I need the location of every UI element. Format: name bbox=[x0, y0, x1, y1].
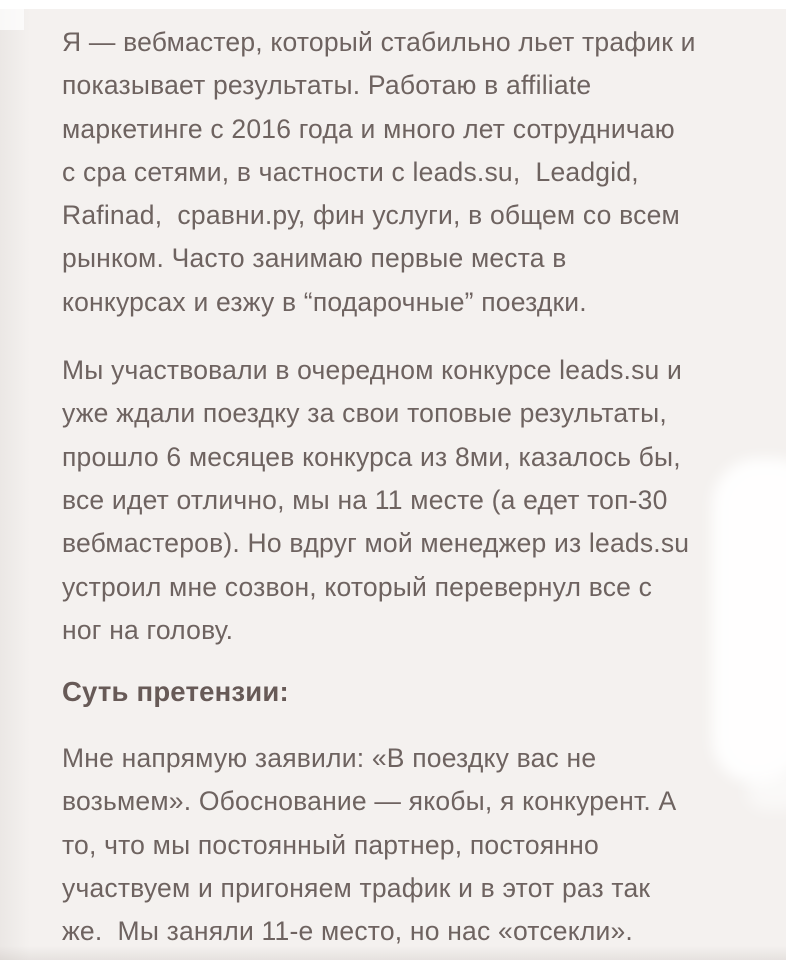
text-line: прошло 6 месяцев конкурса из 8ми, казалось бы, bbox=[62, 441, 681, 472]
text-line: то, что мы постоянный партнер, постоянно bbox=[62, 829, 599, 860]
text-line: рынком. Часто занимаю первые места в bbox=[62, 243, 567, 274]
text-line: показывает результаты. Работаю в affiliate bbox=[62, 70, 592, 101]
paragraph-claim bbox=[62, 737, 750, 953]
right-glare-highlight-small bbox=[746, 770, 786, 810]
text-line: Я — вебмастер, который стабильно льет трафик и bbox=[62, 27, 696, 57]
text-line: конкурсах и езжу в “подарочные” поездки. bbox=[62, 286, 587, 317]
text-line: маркетинге с 2016 года и много лет сотрудничаю bbox=[62, 113, 675, 144]
text-line: все идет отлично, мы на 11 месте (а едет топ-30 bbox=[62, 484, 668, 515]
text-line: участвуем и пригоняем трафик и в этот раз так bbox=[62, 873, 651, 904]
text-line: вебмастеров). Но вдруг мой менеджер из leads.su bbox=[62, 528, 690, 559]
text-line: уже ждали поездку за свои топовые результаты, bbox=[62, 398, 667, 429]
text-line: Rafinad, сравни.ру, фин услуги, в общем со всем bbox=[62, 200, 680, 231]
text-line: же. Мы заняли 11-е место, но нас «отсекли». bbox=[62, 916, 633, 947]
paragraph-intro bbox=[62, 21, 750, 324]
bottom-vignette bbox=[0, 946, 786, 960]
text-line: устроил мне созвон, который перевернул все с bbox=[62, 571, 653, 602]
section-heading: Суть претензии: bbox=[62, 676, 289, 708]
left-vignette bbox=[0, 9, 30, 960]
paragraph-contest-story bbox=[62, 349, 750, 652]
post-body bbox=[62, 9, 750, 954]
text-line: возьмем». Обоснование — якобы, я конкурент. А bbox=[62, 786, 677, 817]
text-line: ног на голову. bbox=[62, 614, 234, 645]
top-left-glare bbox=[0, 0, 24, 30]
text-line: Мне напрямую заявили: «В поездку вас не bbox=[62, 743, 597, 774]
text-line: с cpa сетями, в частности с leads.su, Leadgid, bbox=[62, 156, 639, 187]
top-white-strip bbox=[0, 0, 786, 9]
text-line: Мы участвовали в очередном конкурсе leads.su и bbox=[62, 355, 683, 386]
